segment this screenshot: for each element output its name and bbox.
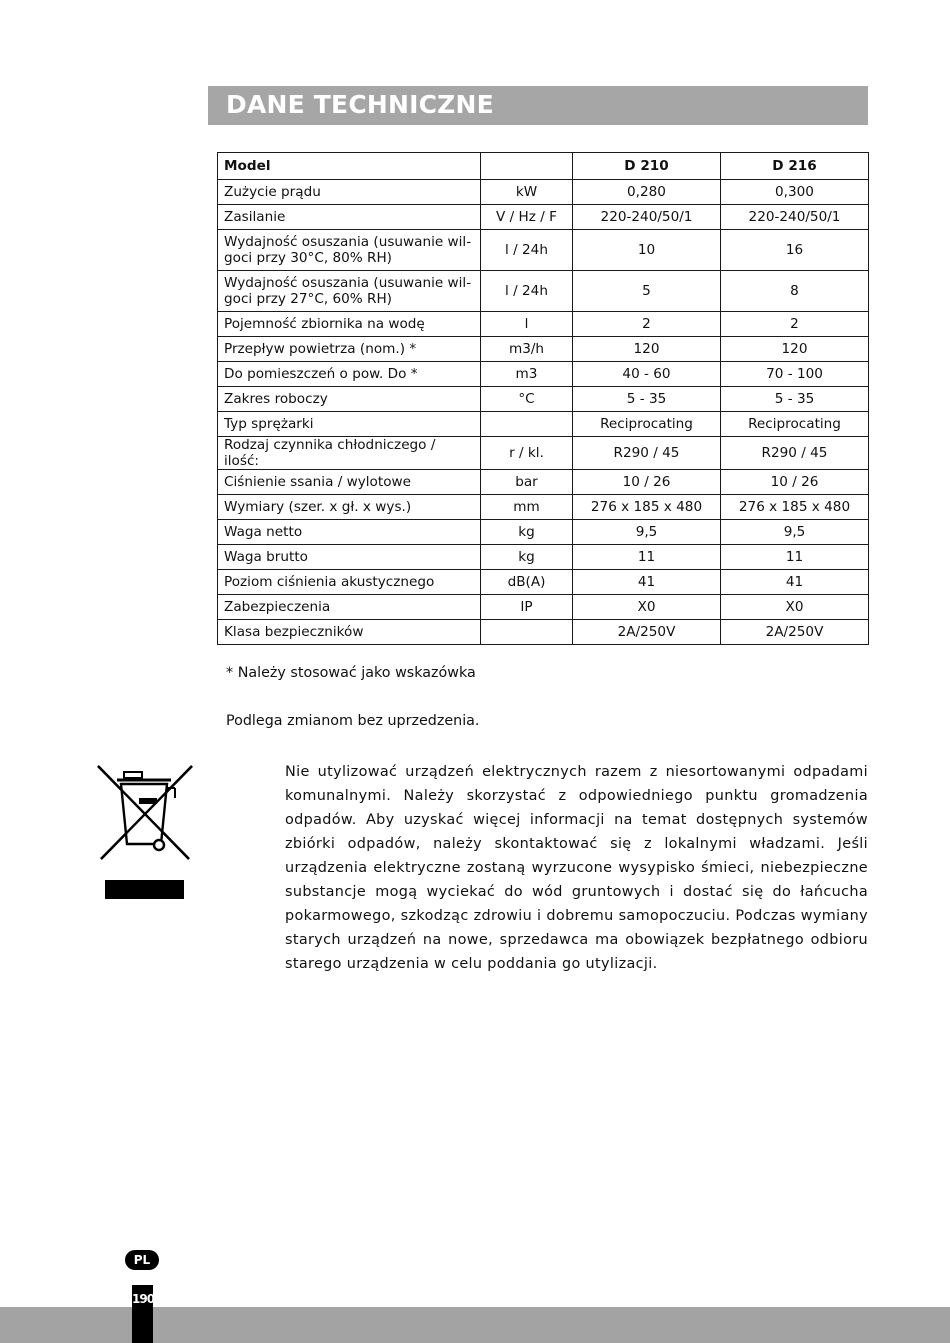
spec-unit: dB(A): [481, 570, 573, 595]
spec-value-d210: 120: [573, 337, 721, 362]
table-row: [218, 337, 869, 362]
section-title-bar: [208, 86, 868, 125]
spec-value-d216: 120: [721, 337, 869, 362]
spec-unit: °C: [481, 387, 573, 412]
table-row: [218, 620, 869, 645]
spec-value-d210: 0,280: [573, 180, 721, 205]
spec-label: Przepływ powietrza (nom.) *: [218, 337, 481, 362]
spec-value-d216: 8: [721, 271, 869, 312]
spec-unit: IP: [481, 595, 573, 620]
spec-value-d210: 2: [573, 312, 721, 337]
spec-value-d216: X0: [721, 595, 869, 620]
page-number: 190: [132, 1292, 155, 1306]
spec-value-d210: 2A/250V: [573, 620, 721, 645]
footnote: * Należy stosować jako wskazówka: [226, 665, 476, 681]
spec-value-d210: 10: [573, 230, 721, 271]
weee-black-bar: [105, 880, 184, 899]
spec-label: Pojemność zbiornika na wodę: [218, 312, 481, 337]
table-row: [218, 437, 869, 470]
spec-unit: mm: [481, 495, 573, 520]
table-row: [218, 412, 869, 437]
spec-unit: l / 24h: [481, 271, 573, 312]
spec-value-d210: 11: [573, 545, 721, 570]
spec-value-d216: 2A/250V: [721, 620, 869, 645]
spec-label: Wymiary (szer. x gł. x wys.): [218, 495, 481, 520]
spec-value-d216: 10 / 26: [721, 470, 869, 495]
spec-label: Klasa bezpieczników: [218, 620, 481, 645]
spec-unit: [481, 620, 573, 645]
table-row: [218, 312, 869, 337]
spec-value-d216: 41: [721, 570, 869, 595]
spec-value-d216: 16: [721, 230, 869, 271]
language-badge: PL: [125, 1250, 159, 1270]
spec-value-d210: 5: [573, 271, 721, 312]
specs-table: [217, 152, 869, 645]
table-row: [218, 470, 869, 495]
spec-label: Wydajność osuszania (usuwanie wil-goci przy 30°C, 80% RH): [218, 230, 481, 271]
table-row: [218, 230, 869, 271]
header-cell-d216: D 216: [721, 153, 869, 180]
spec-label: Waga brutto: [218, 545, 481, 570]
table-row: [218, 362, 869, 387]
spec-value-d210: 10 / 26: [573, 470, 721, 495]
spec-value-d216: 9,5: [721, 520, 869, 545]
spec-label: Zabezpieczenia: [218, 595, 481, 620]
weee-disposal-text: Nie utylizować urządzeń elektrycznych razem z niesortowanymi odpadami komunalnymi. Należy skorzystać z odpowiedniego punktu gromadzenia odpadów. Aby uzyskać więcej informacji na temat dostępnych systemów zbiórki odpadów, należy skontaktować się z lokalnymi władzami. Jeśli urządzenia elektryczne zostaną wyrzucone wysypisko śmieci, niebezpieczne substancje mogą wyciekać do wód gruntowych i dostać się do łańcucha pokarmowego, szkodząc zdrowiu i dobremu samopoczuciu. Podczas wymiany starych urządzeń na nowe, sprzedawca ma obowiązek bezpłatnego odbioru starego urządzenia w celu poddania go utylizacji.: [285, 764, 868, 972]
spec-value-d216: R290 / 45: [721, 437, 869, 470]
spec-unit: [481, 412, 573, 437]
spec-label: Ciśnienie ssania / wylotowe: [218, 470, 481, 495]
spec-value-d210: 40 - 60: [573, 362, 721, 387]
spec-value-d216: 11: [721, 545, 869, 570]
spec-value-d216: 220-240/50/1: [721, 205, 869, 230]
spec-value-d210: 5 - 35: [573, 387, 721, 412]
table-row: [218, 271, 869, 312]
spec-unit: m3: [481, 362, 573, 387]
table-row: [218, 180, 869, 205]
section-title: DANE TECHNICZNE: [226, 90, 494, 119]
header-cell-model: Model: [218, 153, 481, 180]
spec-value-d210: R290 / 45: [573, 437, 721, 470]
spec-value-d210: 9,5: [573, 520, 721, 545]
spec-label: Zasilanie: [218, 205, 481, 230]
spec-unit: m3/h: [481, 337, 573, 362]
spec-value-d216: Reciprocating: [721, 412, 869, 437]
spec-value-d210: 220-240/50/1: [573, 205, 721, 230]
header-cell-unit: [481, 153, 573, 180]
spec-label: Zakres roboczy: [218, 387, 481, 412]
spec-label: Rodzaj czynnika chłodniczego / ilość:: [218, 437, 481, 470]
spec-unit: V / Hz / F: [481, 205, 573, 230]
table-row: [218, 545, 869, 570]
spec-label: Typ sprężarki: [218, 412, 481, 437]
spec-value-d210: 276 x 185 x 480: [573, 495, 721, 520]
spec-value-d216: 5 - 35: [721, 387, 869, 412]
spec-value-d210: X0: [573, 595, 721, 620]
disclaimer: Podlega zmianom bez uprzedzenia.: [226, 713, 480, 729]
spec-value-d216: 0,300: [721, 180, 869, 205]
spec-label: Waga netto: [218, 520, 481, 545]
spec-label: Poziom ciśnienia akustycznego: [218, 570, 481, 595]
table-row: [218, 595, 869, 620]
spec-label: Wydajność osuszania (usuwanie wil-goci przy 27°C, 60% RH): [218, 271, 481, 312]
spec-unit: l: [481, 312, 573, 337]
table-row: [218, 520, 869, 545]
crossed-out-wheelie-bin-icon: [95, 762, 195, 866]
table-row: [218, 570, 869, 595]
spec-label: Zużycie prądu: [218, 180, 481, 205]
spec-label: Do pomieszczeń o pow. Do *: [218, 362, 481, 387]
spec-value-d216: 70 - 100: [721, 362, 869, 387]
spec-unit: r / kl.: [481, 437, 573, 470]
spec-value-d210: Reciprocating: [573, 412, 721, 437]
table-row: [218, 387, 869, 412]
table-header-row: [218, 153, 869, 180]
spec-value-d216: 2: [721, 312, 869, 337]
spec-unit: l / 24h: [481, 230, 573, 271]
spec-unit: kg: [481, 545, 573, 570]
spec-value-d210: 41: [573, 570, 721, 595]
spec-unit: kW: [481, 180, 573, 205]
table-row: [218, 205, 869, 230]
spec-value-d216: 276 x 185 x 480: [721, 495, 869, 520]
header-cell-d210: D 210: [573, 153, 721, 180]
spec-unit: bar: [481, 470, 573, 495]
spec-unit: kg: [481, 520, 573, 545]
table-row: [218, 495, 869, 520]
